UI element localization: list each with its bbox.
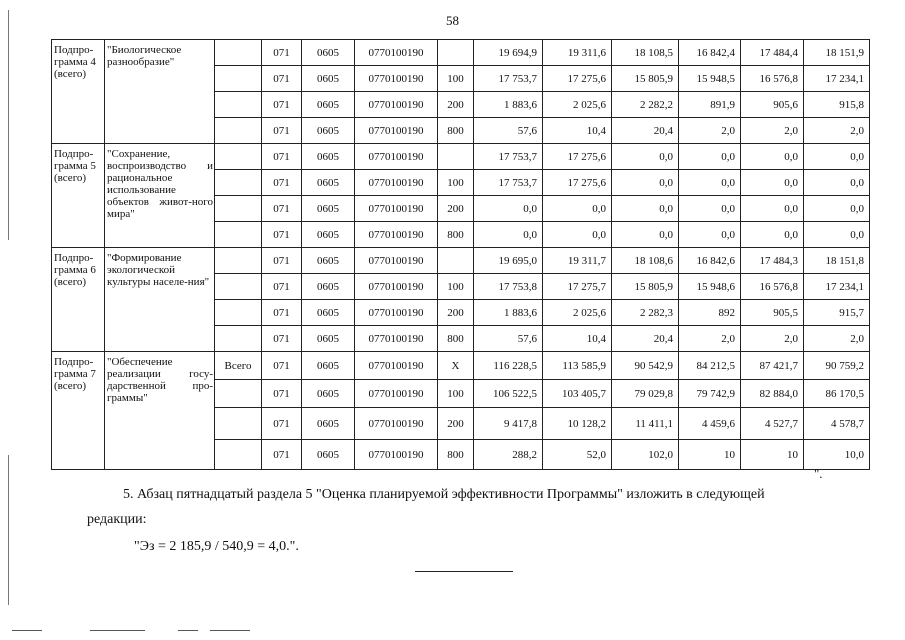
amount-year-5: 0,0 bbox=[741, 170, 804, 196]
amount-year-6: 4 578,7 bbox=[804, 408, 870, 440]
amount-year-5: 2,0 bbox=[741, 118, 804, 144]
amount-year-1: 1 883,6 bbox=[474, 92, 543, 118]
amount-year-2: 52,0 bbox=[543, 440, 612, 470]
amount-year-5: 4 527,7 bbox=[741, 408, 804, 440]
section-code: 0605 bbox=[302, 196, 355, 222]
amount-year-4: 892 bbox=[679, 300, 741, 326]
scan-bottom-mark bbox=[90, 630, 145, 631]
amount-year-1: 17 753,7 bbox=[474, 144, 543, 170]
amount-year-2: 103 405,7 bbox=[543, 380, 612, 408]
amendment-paragraph-line2: редакции: bbox=[87, 512, 147, 527]
amount-year-4: 10 bbox=[679, 440, 741, 470]
amount-year-2: 0,0 bbox=[543, 196, 612, 222]
target-article-code: 0770100190 bbox=[355, 66, 438, 92]
ministry-code: 071 bbox=[262, 440, 302, 470]
amount-year-4: 0,0 bbox=[679, 196, 741, 222]
amount-year-1: 0,0 bbox=[474, 222, 543, 248]
table-row bbox=[52, 40, 870, 66]
target-article-code: 0770100190 bbox=[355, 170, 438, 196]
amount-year-6: 86 170,5 bbox=[804, 380, 870, 408]
amount-year-4: 0,0 bbox=[679, 144, 741, 170]
target-article-code: 0770100190 bbox=[355, 40, 438, 66]
subprogram-name: Подпро-грамма 4 (всего) bbox=[52, 40, 105, 144]
amount-year-3: 0,0 bbox=[612, 196, 679, 222]
amount-year-3: 20,4 bbox=[612, 326, 679, 352]
amount-year-6: 90 759,2 bbox=[804, 352, 870, 380]
table-row bbox=[52, 248, 870, 274]
section-code: 0605 bbox=[302, 248, 355, 274]
table-row bbox=[52, 352, 870, 380]
efficiency-formula: "Эз = 2 185,9 / 540,9 = 4,0.". bbox=[134, 539, 299, 554]
amount-year-1: 9 417,8 bbox=[474, 408, 543, 440]
expense-type-code: 200 bbox=[438, 196, 474, 222]
amount-year-2: 17 275,6 bbox=[543, 144, 612, 170]
amount-year-6: 915,7 bbox=[804, 300, 870, 326]
amount-year-2: 10,4 bbox=[543, 118, 612, 144]
amount-year-4: 2,0 bbox=[679, 326, 741, 352]
target-article-code: 0770100190 bbox=[355, 408, 438, 440]
target-article-code: 0770100190 bbox=[355, 92, 438, 118]
section-code: 0605 bbox=[302, 66, 355, 92]
row-status bbox=[215, 66, 262, 92]
amount-year-3: 20,4 bbox=[612, 118, 679, 144]
amount-year-4: 891,9 bbox=[679, 92, 741, 118]
page-number: 58 bbox=[446, 13, 459, 28]
expense-type-code bbox=[438, 40, 474, 66]
row-status bbox=[215, 118, 262, 144]
row-status: Всего bbox=[215, 352, 262, 380]
amendment-paragraph-line1: 5. Абзац пятнадцатый раздела 5 "Оценка планируемой эффективности Программы" изложить в следующей bbox=[123, 487, 765, 502]
ministry-code: 071 bbox=[262, 196, 302, 222]
table-row bbox=[52, 144, 870, 170]
amount-year-3: 0,0 bbox=[612, 222, 679, 248]
row-status bbox=[215, 170, 262, 196]
section-code: 0605 bbox=[302, 118, 355, 144]
amount-year-1: 57,6 bbox=[474, 326, 543, 352]
section-code: 0605 bbox=[302, 326, 355, 352]
amount-year-6: 17 234,1 bbox=[804, 274, 870, 300]
ministry-code: 071 bbox=[262, 170, 302, 196]
expense-type-code: 800 bbox=[438, 326, 474, 352]
expense-type-code: X bbox=[438, 352, 474, 380]
ministry-code: 071 bbox=[262, 300, 302, 326]
amount-year-1: 0,0 bbox=[474, 196, 543, 222]
ministry-code: 071 bbox=[262, 408, 302, 440]
ministry-code: 071 bbox=[262, 352, 302, 380]
amount-year-6: 17 234,1 bbox=[804, 66, 870, 92]
target-article-code: 0770100190 bbox=[355, 300, 438, 326]
expense-type-code: 100 bbox=[438, 274, 474, 300]
section-code: 0605 bbox=[302, 380, 355, 408]
amount-year-2: 113 585,9 bbox=[543, 352, 612, 380]
target-article-code: 0770100190 bbox=[355, 380, 438, 408]
amount-year-2: 2 025,6 bbox=[543, 300, 612, 326]
amount-year-4: 4 459,6 bbox=[679, 408, 741, 440]
amount-year-1: 106 522,5 bbox=[474, 380, 543, 408]
row-status bbox=[215, 380, 262, 408]
subprogram-description: "Сохранение, воспроизводство и рациональное использование объектов живот-ного мира" bbox=[105, 144, 215, 248]
amount-year-1: 1 883,6 bbox=[474, 300, 543, 326]
row-status bbox=[215, 222, 262, 248]
amount-year-4: 15 948,5 bbox=[679, 66, 741, 92]
ministry-code: 071 bbox=[262, 66, 302, 92]
amount-year-5: 0,0 bbox=[741, 144, 804, 170]
amount-year-5: 0,0 bbox=[741, 196, 804, 222]
expense-type-code: 800 bbox=[438, 222, 474, 248]
amount-year-5: 905,6 bbox=[741, 92, 804, 118]
amount-year-3: 18 108,5 bbox=[612, 40, 679, 66]
amount-year-5: 16 576,8 bbox=[741, 274, 804, 300]
amount-year-3: 2 282,3 bbox=[612, 300, 679, 326]
amount-year-5: 87 421,7 bbox=[741, 352, 804, 380]
amount-year-5: 905,5 bbox=[741, 300, 804, 326]
row-status bbox=[215, 144, 262, 170]
amount-year-6: 915,8 bbox=[804, 92, 870, 118]
section-code: 0605 bbox=[302, 408, 355, 440]
expense-type-code: 200 bbox=[438, 92, 474, 118]
subprogram-name: Подпро-грамма 6 (всего) bbox=[52, 248, 105, 352]
section-code: 0605 bbox=[302, 92, 355, 118]
target-article-code: 0770100190 bbox=[355, 118, 438, 144]
section-code: 0605 bbox=[302, 274, 355, 300]
expense-type-code bbox=[438, 144, 474, 170]
amount-year-6: 2,0 bbox=[804, 326, 870, 352]
scan-bottom-mark bbox=[12, 630, 42, 631]
amount-year-1: 57,6 bbox=[474, 118, 543, 144]
section-code: 0605 bbox=[302, 170, 355, 196]
expense-type-code bbox=[438, 248, 474, 274]
target-article-code: 0770100190 bbox=[355, 222, 438, 248]
amount-year-2: 2 025,6 bbox=[543, 92, 612, 118]
ministry-code: 071 bbox=[262, 222, 302, 248]
amount-year-1: 19 694,9 bbox=[474, 40, 543, 66]
section-code: 0605 bbox=[302, 352, 355, 380]
amount-year-5: 17 484,4 bbox=[741, 40, 804, 66]
row-status bbox=[215, 326, 262, 352]
target-article-code: 0770100190 bbox=[355, 144, 438, 170]
amount-year-6: 10,0 bbox=[804, 440, 870, 470]
row-status bbox=[215, 274, 262, 300]
section-code: 0605 bbox=[302, 300, 355, 326]
amount-year-1: 17 753,7 bbox=[474, 66, 543, 92]
budget-table-body bbox=[52, 40, 870, 470]
budget-table bbox=[51, 39, 870, 470]
amount-year-5: 0,0 bbox=[741, 222, 804, 248]
row-status bbox=[215, 408, 262, 440]
amount-year-3: 15 805,9 bbox=[612, 274, 679, 300]
amount-year-2: 19 311,6 bbox=[543, 40, 612, 66]
scan-margin-line bbox=[8, 455, 9, 605]
scan-bottom-mark bbox=[210, 630, 250, 631]
subprogram-description: "Формирование экологической культуры населе-ния" bbox=[105, 248, 215, 352]
amount-year-6: 0,0 bbox=[804, 170, 870, 196]
amount-year-1: 17 753,8 bbox=[474, 274, 543, 300]
ministry-code: 071 bbox=[262, 326, 302, 352]
target-article-code: 0770100190 bbox=[355, 274, 438, 300]
section-code: 0605 bbox=[302, 40, 355, 66]
ministry-code: 071 bbox=[262, 248, 302, 274]
amount-year-4: 0,0 bbox=[679, 222, 741, 248]
scan-margin-line bbox=[8, 10, 9, 240]
separator-line bbox=[415, 571, 513, 572]
target-article-code: 0770100190 bbox=[355, 248, 438, 274]
row-status bbox=[215, 440, 262, 470]
amount-year-2: 17 275,6 bbox=[543, 170, 612, 196]
amount-year-5: 16 576,8 bbox=[741, 66, 804, 92]
amount-year-3: 90 542,9 bbox=[612, 352, 679, 380]
amount-year-1: 17 753,7 bbox=[474, 170, 543, 196]
amount-year-2: 17 275,7 bbox=[543, 274, 612, 300]
amount-year-4: 84 212,5 bbox=[679, 352, 741, 380]
subprogram-name: Подпро-грамма 7 (всего) bbox=[52, 352, 105, 470]
amount-year-2: 19 311,7 bbox=[543, 248, 612, 274]
amount-year-3: 11 411,1 bbox=[612, 408, 679, 440]
amount-year-6: 18 151,8 bbox=[804, 248, 870, 274]
section-code: 0605 bbox=[302, 440, 355, 470]
amount-year-6: 0,0 bbox=[804, 144, 870, 170]
row-status bbox=[215, 92, 262, 118]
amount-year-4: 16 842,4 bbox=[679, 40, 741, 66]
amount-year-5: 17 484,3 bbox=[741, 248, 804, 274]
amount-year-4: 0,0 bbox=[679, 170, 741, 196]
amount-year-3: 0,0 bbox=[612, 170, 679, 196]
row-status bbox=[215, 300, 262, 326]
amount-year-6: 18 151,9 bbox=[804, 40, 870, 66]
amount-year-4: 2,0 bbox=[679, 118, 741, 144]
row-status bbox=[215, 196, 262, 222]
subprogram-description: "Обеспечение реализации госу-дарственной про-граммы" bbox=[105, 352, 215, 470]
amount-year-6: 0,0 bbox=[804, 196, 870, 222]
expense-type-code: 800 bbox=[438, 118, 474, 144]
amount-year-6: 2,0 bbox=[804, 118, 870, 144]
expense-type-code: 100 bbox=[438, 170, 474, 196]
amount-year-6: 0,0 bbox=[804, 222, 870, 248]
ministry-code: 071 bbox=[262, 118, 302, 144]
amount-year-1: 19 695,0 bbox=[474, 248, 543, 274]
amount-year-4: 79 742,9 bbox=[679, 380, 741, 408]
amount-year-3: 102,0 bbox=[612, 440, 679, 470]
ministry-code: 071 bbox=[262, 274, 302, 300]
amount-year-5: 82 884,0 bbox=[741, 380, 804, 408]
section-code: 0605 bbox=[302, 222, 355, 248]
ministry-code: 071 bbox=[262, 40, 302, 66]
subprogram-description: "Биологическое разнообразие" bbox=[105, 40, 215, 144]
ministry-code: 071 bbox=[262, 144, 302, 170]
amount-year-1: 116 228,5 bbox=[474, 352, 543, 380]
amount-year-5: 2,0 bbox=[741, 326, 804, 352]
amount-year-3: 79 029,8 bbox=[612, 380, 679, 408]
amount-year-3: 0,0 bbox=[612, 144, 679, 170]
row-status bbox=[215, 248, 262, 274]
expense-type-code: 200 bbox=[438, 408, 474, 440]
target-article-code: 0770100190 bbox=[355, 352, 438, 380]
amount-year-2: 10 128,2 bbox=[543, 408, 612, 440]
ministry-code: 071 bbox=[262, 92, 302, 118]
amount-year-2: 10,4 bbox=[543, 326, 612, 352]
target-article-code: 0770100190 bbox=[355, 440, 438, 470]
amount-year-4: 16 842,6 bbox=[679, 248, 741, 274]
expense-type-code: 800 bbox=[438, 440, 474, 470]
row-status bbox=[215, 40, 262, 66]
amount-year-2: 0,0 bbox=[543, 222, 612, 248]
ministry-code: 071 bbox=[262, 380, 302, 408]
amount-year-3: 2 282,2 bbox=[612, 92, 679, 118]
amount-year-5: 10 bbox=[741, 440, 804, 470]
closing-quote: ". bbox=[814, 466, 823, 481]
target-article-code: 0770100190 bbox=[355, 326, 438, 352]
amount-year-2: 17 275,6 bbox=[543, 66, 612, 92]
expense-type-code: 200 bbox=[438, 300, 474, 326]
expense-type-code: 100 bbox=[438, 66, 474, 92]
amount-year-3: 18 108,6 bbox=[612, 248, 679, 274]
amount-year-3: 15 805,9 bbox=[612, 66, 679, 92]
amount-year-1: 288,2 bbox=[474, 440, 543, 470]
subprogram-name: Подпро-грамма 5 (всего) bbox=[52, 144, 105, 248]
section-code: 0605 bbox=[302, 144, 355, 170]
amount-year-4: 15 948,6 bbox=[679, 274, 741, 300]
expense-type-code: 100 bbox=[438, 380, 474, 408]
scan-bottom-mark bbox=[178, 630, 198, 631]
target-article-code: 0770100190 bbox=[355, 196, 438, 222]
